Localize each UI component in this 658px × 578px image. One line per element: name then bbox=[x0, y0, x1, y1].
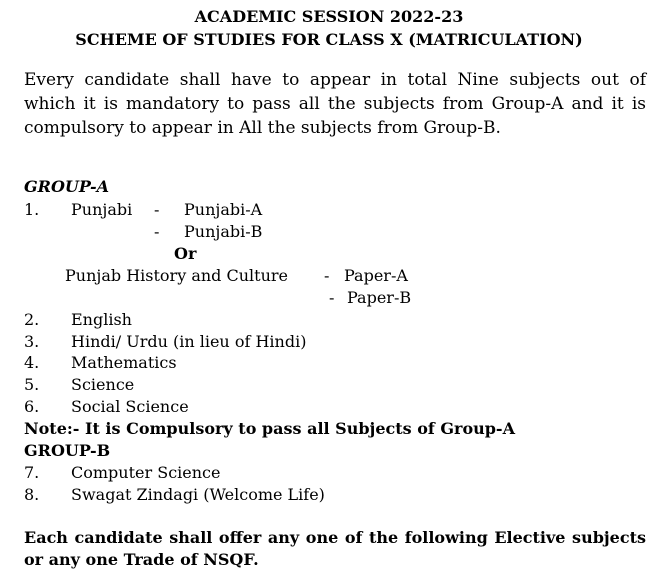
item-8-label: Swagat Zindagi (Welcome Life) bbox=[71, 485, 325, 504]
alternate-paper-1: Paper-A bbox=[344, 266, 408, 285]
session-title: ACADEMIC SESSION 2022-23 bbox=[194, 7, 464, 26]
item-6-label: Social Science bbox=[71, 397, 189, 416]
or-label: Or bbox=[174, 244, 197, 263]
item-7-number: 7. bbox=[24, 463, 40, 482]
item-1-subject: Punjabi bbox=[71, 200, 133, 219]
item-2-label: English bbox=[71, 310, 132, 329]
item-3-label: Hindi/ Urdu (in lieu of Hindi) bbox=[71, 332, 307, 351]
item-7-label: Computer Science bbox=[71, 463, 221, 482]
item-1-paper-2: Punjabi-B bbox=[184, 222, 263, 241]
closing-paragraph: Each candidate shall offer any one of the following Elective subjects or any one Trade of NSQF. bbox=[24, 528, 646, 569]
item-5-label: Science bbox=[71, 375, 135, 394]
item-1-dash-1: - bbox=[154, 200, 160, 219]
group-a-note: Note:- It is Compulsory to pass all Subjects of Group-A bbox=[24, 419, 515, 438]
alternate-paper-2: Paper-B bbox=[347, 288, 412, 307]
group-a-heading: GROUP-A bbox=[24, 177, 110, 196]
item-5-number: 5. bbox=[24, 375, 40, 394]
alternate-dash-2: - bbox=[329, 288, 335, 307]
intro-paragraph: Every candidate shall have to appear in total Nine subjects out of which it is mandatory to pass all the subjects from Group-A and it is compulsory to appear in All the subjects from Group-B. bbox=[24, 70, 646, 138]
item-6-number: 6. bbox=[24, 397, 40, 416]
alternate-subject: Punjab History and Culture bbox=[65, 266, 289, 285]
item-3-number: 3. bbox=[24, 332, 40, 351]
item-1-paper-1: Punjabi-A bbox=[184, 200, 263, 219]
item-1-dash-2: - bbox=[154, 222, 160, 241]
item-4-number: 4. bbox=[24, 353, 40, 372]
item-8-number: 8. bbox=[24, 485, 40, 504]
alternate-dash-1: - bbox=[324, 266, 330, 285]
scheme-title: SCHEME OF STUDIES FOR CLASS X (MATRICULATION) bbox=[75, 30, 583, 49]
item-4-label: Mathematics bbox=[71, 353, 177, 372]
item-2-number: 2. bbox=[24, 310, 40, 329]
item-1-number: 1. bbox=[24, 200, 40, 219]
group-b-heading: GROUP-B bbox=[24, 441, 111, 460]
